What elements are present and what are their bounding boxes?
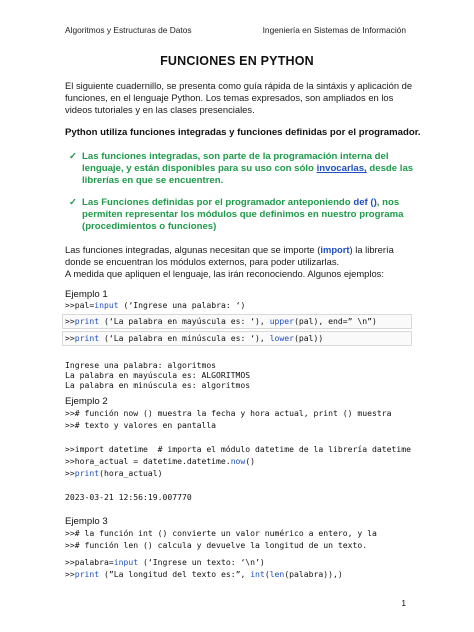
import-keyword: import [320, 244, 350, 255]
bullet-integradas [69, 151, 414, 187]
checkmark-icon: ✓ [69, 197, 77, 208]
code-token: >>hora_actual = datetime.datetime. [65, 456, 231, 466]
example-3-title: Ejemplo 3 [65, 516, 108, 527]
paragraph-import [65, 244, 415, 280]
code-token: >> [65, 316, 75, 326]
example-2-line-now [65, 456, 255, 466]
bullet-1-link[interactable]: invocarlas, [316, 163, 367, 174]
example-3-line-print [65, 569, 343, 579]
code-keyword: len [269, 569, 285, 579]
bullet-2-def-keyword: def () [353, 197, 377, 208]
code-token: (”La longitud del texto es:”, [99, 569, 251, 579]
code-keyword: now [230, 456, 246, 466]
example-3-line-input [65, 557, 265, 567]
code-keyword: print [74, 468, 100, 478]
code-token: >> [65, 468, 75, 478]
checkmark-icon: ✓ [69, 151, 77, 162]
bullet-1-text-b: desde las librerías en que se encuentren. [82, 163, 414, 186]
code-keyword: upper [269, 316, 295, 326]
bullet-1-text-a: Las funciones integradas, son parte de la programación interna del lenguaje, y están disponibles para su uso con sólo [82, 151, 389, 174]
bullet-2-text-a: Las Funciones definidas por el programador anteponiendo [82, 197, 354, 208]
header-right: Ingeniería en Sistemas de Información [262, 25, 406, 35]
example-3-comment-2: >># función len () calcula y devuelve la longitud de un texto. [65, 540, 368, 550]
code-token: ( [264, 569, 270, 579]
code-token: (pal), end=” \n”) [294, 316, 377, 326]
example-1-output-1: Ingrese una palabra: algoritmos [65, 360, 217, 370]
code-token: >>palabra= [65, 557, 114, 567]
example-2-title: Ejemplo 2 [65, 396, 108, 407]
paragraph-import-text-b: ) la librería donde se encuentran los módulos externos, para poder utilizarlas. [65, 244, 394, 267]
intro-paragraph: El siguiente cuadernillo, se presenta como guía rápida de la sintáxis y aplicación de funciones, en el lenguaje Python. Los temas expresados, son ampliados en los videos tutoriales y en las clases presenciales. [65, 80, 413, 115]
example-1-line-3 [65, 333, 323, 343]
code-keyword: lower [269, 333, 295, 343]
page-number: 1 [401, 598, 406, 608]
example-1-line-2 [65, 316, 377, 326]
code-token: () [245, 456, 256, 466]
example-1-output-3: La palabra en minúscula es: algoritmos [65, 380, 251, 390]
code-token: (palabra)),) [284, 569, 343, 579]
bullet-definidas [69, 197, 414, 233]
code-token: >> [65, 333, 75, 343]
code-keyword: print [74, 316, 100, 326]
code-keyword: input [113, 557, 139, 567]
code-token: (pal)) [294, 333, 324, 343]
code-token: >> [65, 569, 75, 579]
code-token: (hora_actual) [99, 468, 163, 478]
code-keyword: print [74, 333, 100, 343]
example-2-output: 2023-03-21 12:56:19.007770 [65, 492, 192, 502]
bullet-2-text-b: , nos permiten representar los módulos que definimos en nuestro programa (procedimientos o funciones) [82, 197, 404, 232]
example-2-comment-2: >># texto y valores en pantalla [65, 420, 217, 430]
code-keyword: int [250, 569, 265, 579]
paragraph-import-text-a: Las funciones integradas, algunas necesitan que se importe ( [65, 244, 321, 255]
code-token: (‘Ingrese un texto: ‘\n’) [138, 557, 265, 567]
example-2-line-print [65, 468, 162, 478]
code-token: >>pal= [65, 300, 95, 310]
section-subtitle: Python utiliza funciones integradas y funciones definidas por el programador. [65, 127, 421, 138]
header-left: Algoritmos y Estructuras de Datos [65, 25, 192, 35]
code-token: (‘La palabra en mayúscula es: ‘), [99, 316, 270, 326]
code-keyword: input [94, 300, 119, 310]
code-token: (‘Ingrese una palabra: ‘) [118, 300, 246, 310]
example-1-line-1 [65, 300, 245, 310]
code-token: (‘La palabra en minúscula es: ‘), [99, 333, 270, 343]
example-1-output-2: La palabra en mayúscula es: ALGORITMOS [65, 370, 251, 380]
example-3-comment-1: >># la función int () convierte un valor numérico a entero, y la [65, 528, 377, 538]
example-2-import: >>import datetime # importa el módulo datetime de la librería datetime [65, 444, 411, 454]
code-keyword: print [74, 569, 100, 579]
example-2-comment-1: >># función now () muestra la fecha y hora actual, print () muestra [65, 408, 392, 418]
example-1-title: Ejemplo 1 [65, 289, 108, 300]
page-title: FUNCIONES EN PYTHON [160, 54, 314, 68]
paragraph-import-line3: A medida que apliquen el lenguaje, las irán reconociendo. Algunos ejemplos: [65, 268, 384, 279]
